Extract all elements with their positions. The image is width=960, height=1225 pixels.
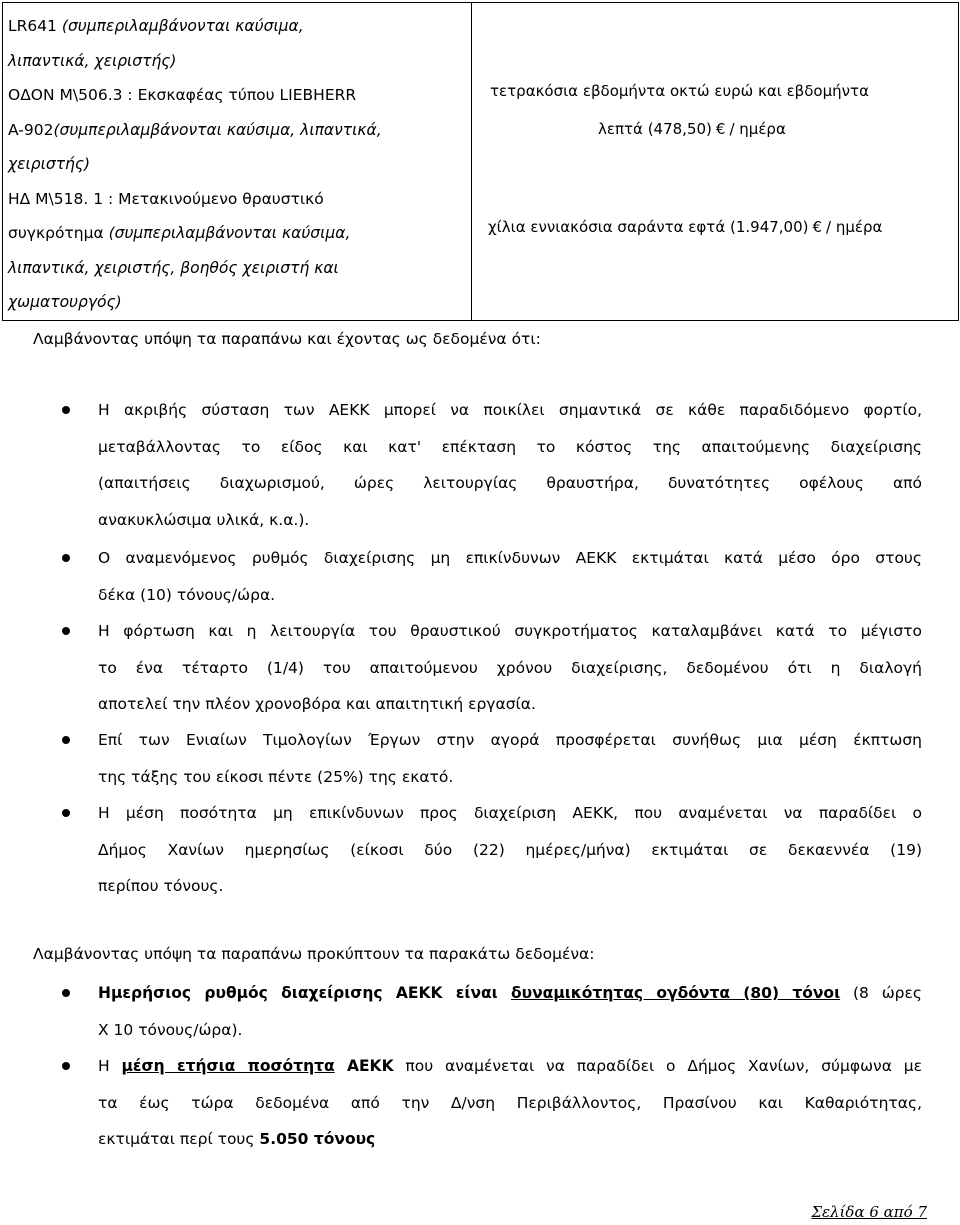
intro-paragraph-1: Λαμβάνοντας υπόψη τα παραπάνω και έχοντας ως δεδομένα ότι: <box>33 330 541 348</box>
result-line <box>98 975 922 1012</box>
bullet-icon <box>62 406 70 414</box>
list-item-line: περίπου τόνους. <box>98 877 224 895</box>
euro-symbol: € <box>812 218 823 236</box>
per-day: / ημέρα <box>826 218 883 236</box>
plain-text: LR641 <box>8 17 62 35</box>
bullet-icon <box>62 627 70 635</box>
list-item <box>98 795 922 905</box>
equipment-line <box>8 251 467 286</box>
intro-paragraph-2: Λαμβάνοντας υπόψη τα παραπάνω προκύπτουν τα παρακάτω δεδομένα: <box>33 945 595 963</box>
equipment-description-cell <box>3 3 472 321</box>
excavator-price-text: λεπτά (478,50) <box>598 120 712 138</box>
equipment-line <box>8 182 467 217</box>
page-number-text: Σελίδα 6 από 7 <box>811 1203 927 1221</box>
list-item-line: ανακυκλώσιμα υλικά, κ.α.). <box>98 510 310 529</box>
result-line: τα έως τώρα δεδομένα από την Δ/νση Περιβάλλοντος, Πρασίνου και Καθαριότητας, <box>98 1093 922 1112</box>
page-number <box>811 1203 927 1221</box>
bullet-icon <box>62 1062 70 1070</box>
price-table <box>2 2 959 321</box>
list-item <box>98 392 922 538</box>
equipment-line <box>8 285 467 320</box>
plain-text: Η <box>98 1057 122 1075</box>
list-item-line: Η ακριβής σύσταση των ΑΕΚΚ μπορεί να ποικίλει σημαντικά σε κάθε παραδιδόμενο φορτίο, <box>98 401 922 419</box>
list-item-line: μεταβάλλοντας το είδος και κατ' επέκταση το κόστος της απαιτούμενης διαχείρισης <box>98 437 922 456</box>
list-item-line: (απαιτήσεις διαχωρισμού, ώρες λειτουργίας θραυστήρα, δυνατότητες οφέλους από <box>98 474 922 492</box>
result-line: Χ 10 τόνους/ώρα). <box>98 1020 243 1039</box>
excavator-price-line1: τετρακόσια εβδομήντα οκτώ ευρώ και εβδομήντα <box>490 82 869 100</box>
result-item-annual-quantity <box>98 1048 922 1158</box>
list-item-line: Δήμος Χανίων ημερησίως (είκοσι δύο (22) ημέρες/μήνα) εκτιμάται σε δεκαεννέα (19) <box>98 840 922 859</box>
per-day: / ημέρα <box>729 120 786 138</box>
bold-text: ΑΕΚΚ <box>334 1057 394 1075</box>
list-item <box>98 613 922 723</box>
bullet-icon <box>62 736 70 744</box>
list-item-line: Ο αναμενόμενος ρυθμός διαχείρισης μη επικίνδυνων ΑΕΚΚ εκτιμάται κατά μέσο όρο στους <box>98 549 922 567</box>
plain-text: A-902 <box>8 120 54 139</box>
result-line <box>98 1121 922 1158</box>
list-item-line: το ένα τέταρτο (1/4) του απαιτούμενου χρόνου διαχείρισης, δεδομένου ότι η διαλογή <box>98 658 922 677</box>
bold-underlined-text: δυναμικότητας ογδόντα (80) τόνοι <box>511 984 841 1002</box>
crusher-price-line <box>488 218 882 236</box>
plain-text: (8 ώρες <box>840 984 922 1002</box>
italic-text: (συμπεριλαμβάνονται καύσιμα, λιπαντικά, <box>53 120 382 139</box>
list-item-line: Η μέση ποσότητα μη επικίνδυνων προς διαχείριση ΑΕΚΚ, που αναμένεται να παραδίδει ο <box>98 804 922 822</box>
plain-text: ΗΔ Μ\518. 1 : Μετακινούμενο θραυστικό <box>8 189 324 208</box>
equipment-line <box>8 9 467 44</box>
italic-text: χειριστής) <box>8 155 91 173</box>
euro-symbol: € <box>715 120 726 138</box>
italic-text: (συμπεριλαμβάνονται καύσιμα, <box>108 224 351 242</box>
price-cell <box>472 3 959 321</box>
crusher-price-text: χίλια εννιακόσια σαράντα εφτά (1.947,00) <box>488 218 809 236</box>
bold-underlined-text: μέση ετήσια ποσότητα <box>121 1057 335 1075</box>
italic-text: λιπαντικά, χειριστής, βοηθός χειριστή και <box>8 258 339 277</box>
bullet-icon <box>62 989 70 997</box>
italic-text: (συμπεριλαμβάνονται καύσιμα, <box>61 17 304 35</box>
bold-text: 5.050 τόνους <box>259 1130 376 1148</box>
italic-text: χωματουργός) <box>8 293 122 311</box>
result-item-daily-rate <box>98 975 922 1048</box>
equipment-line <box>8 113 467 148</box>
equipment-line <box>8 44 467 79</box>
plain-text: που αναμένεται να παραδίδει ο Δήμος Χανίων, σύμφωνα με <box>393 1057 923 1075</box>
list-item-line: Επί των Ενιαίων Τιμολογίων Έργων στην αγορά προσφέρεται συνήθως μια μέση έκπτωση <box>98 731 922 749</box>
equipment-line <box>8 147 467 182</box>
equipment-line <box>8 216 467 251</box>
list-item-line: δέκα (10) τόνους/ώρα. <box>98 585 276 604</box>
plain-text: ΟΔΟΝ Μ\506.3 : Εκσκαφέας τύπου LIEBHERR <box>8 86 357 104</box>
list-item-line: της τάξης του είκοσι πέντε (25%) της εκατό. <box>98 767 454 786</box>
bullet-icon <box>62 809 70 817</box>
list-item-line: Η φόρτωση και η λειτουργία του θραυστικού συγκροτήματος καταλαμβάνει κατά το μέγιστο <box>98 622 922 640</box>
excavator-price-line2 <box>598 120 786 138</box>
plain-text: συγκρότημα <box>8 224 109 242</box>
result-line <box>98 1048 922 1085</box>
bullet-icon <box>62 554 70 562</box>
equipment-line <box>8 78 467 113</box>
plain-text: εκτιμάται περί τους <box>98 1130 260 1148</box>
list-item <box>98 722 922 795</box>
bold-text: Ημερήσιος ρυθμός διαχείρισης ΑΕΚΚ είναι <box>98 984 511 1002</box>
italic-text: λιπαντικά, χειριστής) <box>8 51 177 70</box>
list-item-line: αποτελεί την πλέον χρονοβόρα και απαιτητική εργασία. <box>98 695 536 713</box>
list-item <box>98 540 922 613</box>
